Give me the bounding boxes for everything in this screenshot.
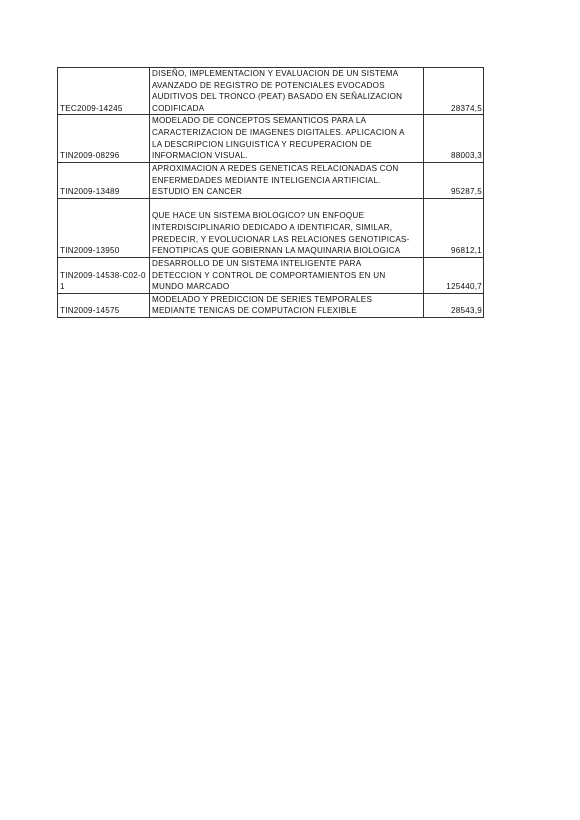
project-code: TIN2009-13489 bbox=[58, 162, 150, 198]
table-row bbox=[58, 257, 484, 293]
project-title: DESARROLLO DE UN SISTEMA INTELIGENTE PARA DETECCION Y CONTROL DE COMPORTAMIENTOS EN UN MUNDO MARCADO bbox=[150, 257, 424, 293]
project-code: TIN2009-14575 bbox=[58, 293, 150, 317]
table-row bbox=[58, 198, 484, 257]
project-title: MODELADO DE CONCEPTOS SEMANTICOS PARA LA CARACTERIZACION DE IMAGENES DIGITALES. APLICACION A LA DESCRIPCION LINGUISTICA Y RECUPERACION DE INFORMACION VISUAL. bbox=[150, 115, 424, 162]
project-amount: 95287,5 bbox=[424, 162, 484, 198]
project-title: MODELADO Y PREDICCION DE SERIES TEMPORALES MEDIANTE TENICAS DE COMPUTACION FLEXIBLE bbox=[150, 293, 424, 317]
table-row bbox=[58, 293, 484, 317]
project-amount: 125440,7 bbox=[424, 257, 484, 293]
project-code: TIN2009-14538-C02-01 bbox=[58, 257, 150, 293]
project-code: TIN2009-08296 bbox=[58, 115, 150, 162]
table-row bbox=[58, 115, 484, 162]
project-amount: 88003,3 bbox=[424, 115, 484, 162]
project-amount: 96812,1 bbox=[424, 198, 484, 257]
project-title: DISEÑO, IMPLEMENTACION Y EVALUACION DE UN SISTEMA AVANZADO DE REGISTRO DE POTENCIALES EVOCADOS AUDITIVOS DEL TRONCO (PEAT) BASADO EN SEÑALIZACION CODIFICADA bbox=[150, 68, 424, 115]
table-row bbox=[58, 68, 484, 115]
table-row bbox=[58, 162, 484, 198]
project-title: APROXIMACION A REDES GENETICAS RELACIONADAS CON ENFERMEDADES MEDIANTE INTELIGENCIA ARTIFICIAL. ESTUDIO EN CANCER bbox=[150, 162, 424, 198]
project-amount: 28543,9 bbox=[424, 293, 484, 317]
project-code: TIN2009-13950 bbox=[58, 198, 150, 257]
project-title: QUE HACE UN SISTEMA BIOLOGICO? UN ENFOQUE INTERDISCIPLINARIO DEDICADO A IDENTIFICAR, SIMILAR, PREDECIR, Y EVOLUCIONAR LAS RELACIONES GENOTIPICAS- FENOTIPICAS QUE GOBIERNAN LA MAQUINARIA BIOLOGICA bbox=[150, 198, 424, 257]
projects-table bbox=[57, 67, 484, 318]
project-amount: 28374,5 bbox=[424, 68, 484, 115]
project-code: TEC2009-14245 bbox=[58, 68, 150, 115]
